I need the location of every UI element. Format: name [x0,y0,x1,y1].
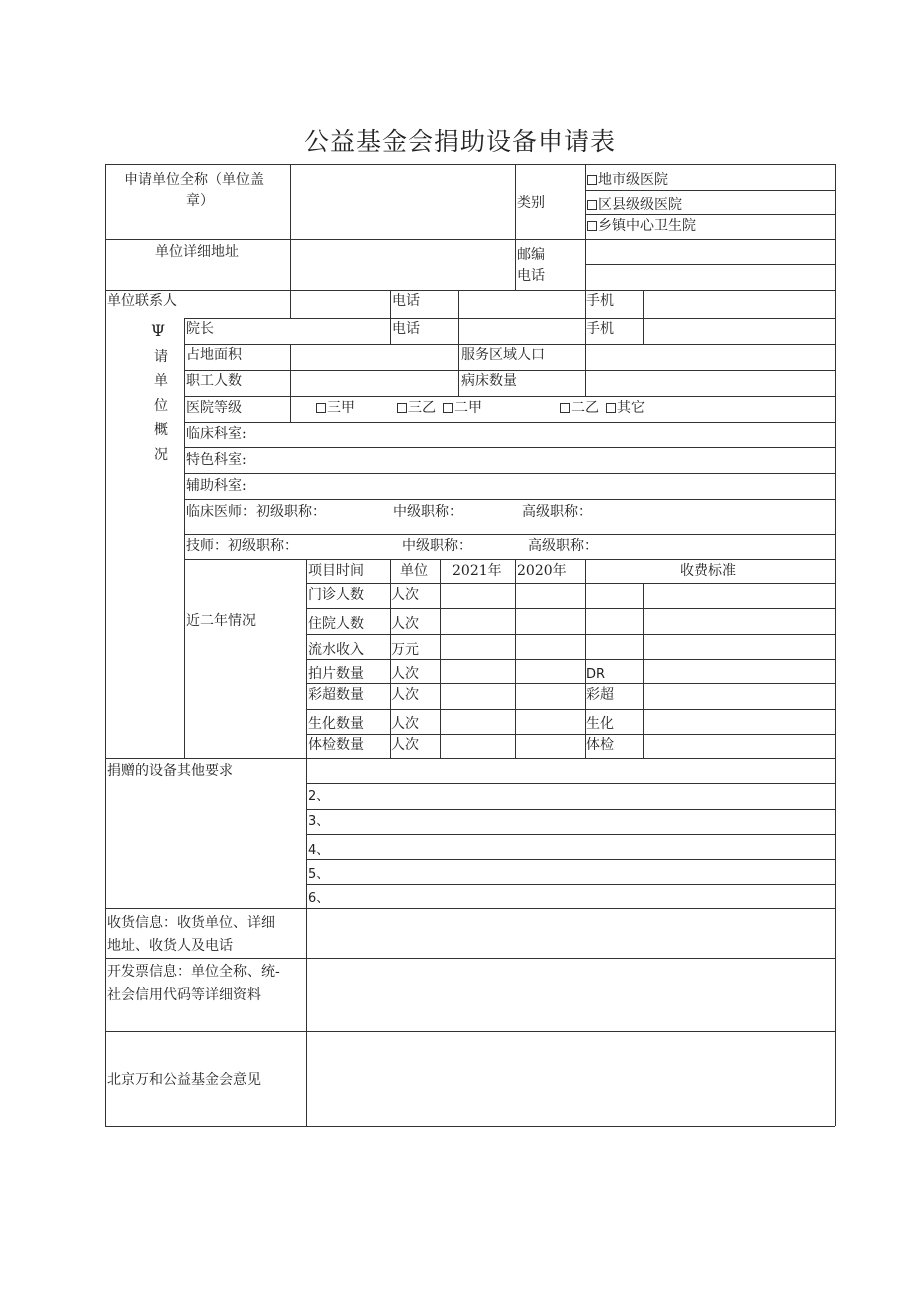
grid-line-v [585,344,586,396]
grid-line-h [184,422,835,423]
grid-line-h [306,634,835,635]
row-unit: 人次 [391,737,419,753]
checkbox-icon [397,403,407,413]
population-label: 服务区域人口 [461,347,545,363]
row-unit: 人次 [391,587,419,603]
grid-line-h [184,499,835,500]
unit-phone-label: 电话 [517,268,545,284]
row-item-label: 流水收入 [308,642,364,658]
area-label: 占地面积 [186,347,242,363]
grid-line-v [290,344,291,422]
checkbox-icon [560,403,570,413]
category-option-city[interactable]: 地市级医院 [587,171,668,189]
address-label: 单位详细地址 [155,244,239,260]
grade-label: 医院等级 [186,400,242,416]
checkbox-icon [587,175,597,185]
grid-line-h [105,239,835,240]
grid-line-h [184,559,835,560]
side-char-1: 请 [154,349,168,365]
contact-mobile-label: 手机 [586,293,614,309]
row-item-label: 拍片数量 [308,666,364,682]
grid-line-h [306,859,835,860]
contact-label: 单位联系人 [107,293,177,309]
grid-line-v [515,559,516,758]
page-title: 公益基金会捐助设备申请表 [303,127,616,156]
side-char-2: 单 [154,373,168,389]
requirement-item: 2、 [308,789,330,804]
full-name-label-cont: 章） [186,193,214,209]
shipping-label: 收货信息：收货单位、详细 [107,915,275,931]
header-2020: 2020年 [517,563,567,579]
director-mobile-label: 手机 [586,321,614,337]
grade-option-2a[interactable]: 二甲 [443,399,482,417]
header-unit: 单位 [400,563,428,579]
technician-mid-label: 中级职称： [402,538,472,554]
invoice-label: 开发票信息：单位全称、统- [107,964,280,980]
grid-line-v [515,164,516,290]
grade-option-other[interactable]: 其它 [606,399,645,417]
grid-line-h [306,659,835,660]
row-unit: 人次 [391,687,419,703]
shipping-label-cont: 地址、收货人及电话 [107,938,233,954]
grid-line-h [306,734,835,735]
row-unit: 人次 [391,716,419,732]
grid-line-h [105,1031,835,1032]
requirement-item: 6、 [308,891,330,906]
postcode-label: 邮编 [517,247,545,263]
physician-label: 临床医师：初级职称： [186,504,326,520]
physician-mid-label: 中级职称： [393,504,463,520]
grid-line-v [290,164,291,318]
row-fee-item: 生化 [586,716,614,732]
special-dept-label: 特色科室: [186,452,247,468]
grid-line-h [105,958,835,959]
grid-line-h [184,370,835,371]
technician-label: 技师：初级职称： [186,538,298,554]
category-option-county[interactable]: 区县级级医院 [587,196,682,214]
grid-line-h [306,709,835,710]
beds-label: 病床数量 [461,373,517,389]
side-char-3: 位 [154,398,168,414]
grid-line-v [835,164,836,1126]
requirement-item: 5、 [308,867,330,882]
row-unit: 人次 [391,666,419,682]
requirement-item: 4、 [308,843,330,858]
requirements-label: 捐赠的设备其他要求 [107,763,233,779]
psi-icon: Ψ [151,321,166,340]
grid-line-h [105,1126,835,1127]
grade-option-3b[interactable]: 三乙 [397,399,436,417]
side-char-4: 概 [154,422,168,438]
grid-line-h [184,344,835,345]
grid-line-h [105,758,835,759]
row-fee-item: 体检 [586,737,614,753]
staff-label: 职工人数 [186,373,242,389]
row-item-label: 生化数量 [308,716,364,732]
row-unit: 人次 [391,616,419,632]
row-fee-item: 彩超 [586,687,614,703]
contact-phone-label: 电话 [392,293,420,309]
grid-line-v [440,559,441,758]
grid-line-v [458,290,459,344]
row-item-label: 门诊人数 [308,587,364,603]
checkbox-icon [443,403,453,413]
checkbox-icon [316,403,326,413]
checkbox-icon [587,200,597,210]
grid-line-h [306,608,835,609]
grid-line-v [458,344,459,396]
director-label: 院长 [186,321,214,337]
recent-section-label: 近二年情况 [186,613,256,629]
category-label: 类别 [517,195,545,211]
invoice-label-cont: 社会信用代码等详细资料 [107,987,261,1003]
grid-line-h [306,783,835,784]
grid-line-v [184,318,185,758]
row-item-label: 彩超数量 [308,687,364,703]
header-fee-standard: 收费标准 [680,563,736,579]
full-name-label: 申请单位全称（单位盖 [124,172,264,188]
grid-line-h [105,164,835,165]
grid-line-v [643,583,644,758]
grid-line-h [184,447,835,448]
requirement-item: 3、 [308,814,330,829]
grid-line-h [585,214,835,215]
grid-line-h [105,908,835,909]
grid-line-h [306,683,835,684]
grid-line-h [585,190,835,191]
grid-line-v [643,290,644,344]
technician-senior-label: 高级职称： [528,538,598,554]
row-item-label: 体检数量 [308,737,364,753]
grid-line-h [585,264,835,265]
grid-line-h [306,809,835,810]
grid-line-h [184,534,835,535]
grid-line-v [306,559,307,758]
grid-line-v [306,758,307,1126]
clinical-dept-label: 临床科室: [186,426,247,442]
side-char-5: 况 [154,447,168,463]
aux-dept-label: 辅助科室: [186,478,247,494]
row-fee-item: DR [586,667,606,682]
checkbox-icon [606,403,616,413]
grid-line-h [184,473,835,474]
grade-option-3a[interactable]: 三甲 [316,399,355,417]
grade-option-2b[interactable]: 二乙 [560,399,599,417]
row-unit: 万元 [391,642,419,658]
grid-line-v [105,164,106,1126]
physician-senior-label: 高级职称： [522,504,592,520]
grid-line-v [390,290,391,344]
grid-line-h [306,884,835,885]
checkbox-icon [587,221,597,231]
header-2021: 2021年 [452,563,502,579]
grid-line-h [184,396,835,397]
header-item-time: 项目时间 [308,563,364,579]
grid-line-h [184,318,835,319]
row-item-label: 住院人数 [308,616,364,632]
foundation-opinion-label: 北京万和公益基金会意见 [107,1072,261,1088]
grid-line-v [585,164,586,290]
grid-line-h [105,290,835,291]
category-option-township[interactable]: 乡镇中心卫生院 [587,217,696,235]
grid-line-h [306,834,835,835]
grid-line-h [306,583,835,584]
director-phone-label: 电话 [392,321,420,337]
